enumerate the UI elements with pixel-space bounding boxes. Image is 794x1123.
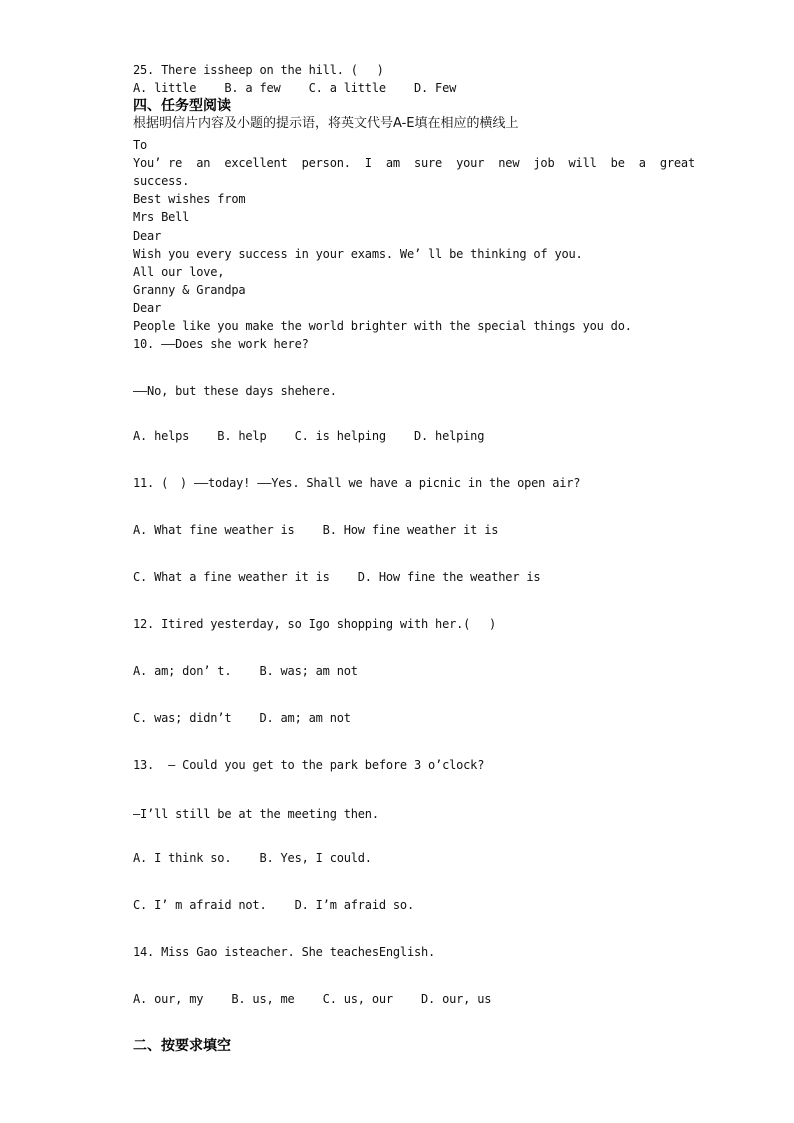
card3-text: People like you make the world brighter with the special things you do.: [133, 319, 632, 333]
q11-options-ab: A. What fine weather is B. How fine weather it is: [133, 523, 499, 537]
q13-options-ab: A. I think so. B. Yes, I could.: [133, 851, 372, 865]
card1-sign: Mrs Bell: [133, 210, 190, 224]
card3-dear: Dear: [133, 301, 162, 315]
card1-line2: success.: [133, 174, 190, 188]
q11-options-cd: C. What a fine weather it is D. How fine the weather is: [133, 570, 541, 584]
q25-options: A. little B. a few C. a little D. Few: [133, 81, 457, 95]
q11-stem: 11. ( ) ——today! ——Yes. Shall we have a picnic in the open air?: [133, 476, 581, 490]
q13-stem: 13. — Could you get to the park before 3 o’clock?: [133, 758, 485, 772]
q25-stem: 25. There issheep on the hill. ( ): [133, 63, 384, 77]
q12-stem: 12. Itired yesterday, so Igo shopping with her.( ): [133, 617, 497, 631]
card2-dear: Dear: [133, 229, 162, 243]
q12-options-ab: A. am; don’ t. B. was; am not: [133, 664, 358, 678]
card1-line1: You’ re an excellent person. I am sure your new job will be a great: [133, 156, 695, 170]
section4-instruction: 根据明信片内容及小题的提示语，将英文代号A-E填在相应的横线上: [133, 116, 519, 131]
q14-stem: 14. Miss Gao isteacher. She teachesEnglish.: [133, 945, 436, 959]
q10-answer-line: ——No, but these days shehere.: [133, 384, 337, 398]
q10-stem: 10. ——Does she work here?: [133, 337, 309, 351]
card2-text: Wish you every success in your exams. We’ ll be thinking of you.: [133, 247, 583, 261]
card2-closing: All our love,: [133, 265, 225, 279]
q13-reply-line: —I’ll still be at the meeting then.: [133, 807, 379, 821]
section2-heading: 二、按要求填空: [133, 1038, 231, 1054]
section4-heading: 四、任务型阅读: [133, 98, 231, 114]
q14-options: A. our, my B. us, me C. us, our D. our, us: [133, 992, 492, 1006]
q13-options-cd: C. I’ m afraid not. D. I’m afraid so.: [133, 898, 414, 912]
card2-sign: Granny & Grandpa: [133, 283, 246, 297]
card1-to: To: [133, 138, 148, 152]
q12-options-cd: C. was; didn’t D. am; am not: [133, 711, 351, 725]
q10-options: A. helps B. help C. is helping D. helping: [133, 429, 485, 443]
card1-closing: Best wishes from: [133, 192, 246, 206]
